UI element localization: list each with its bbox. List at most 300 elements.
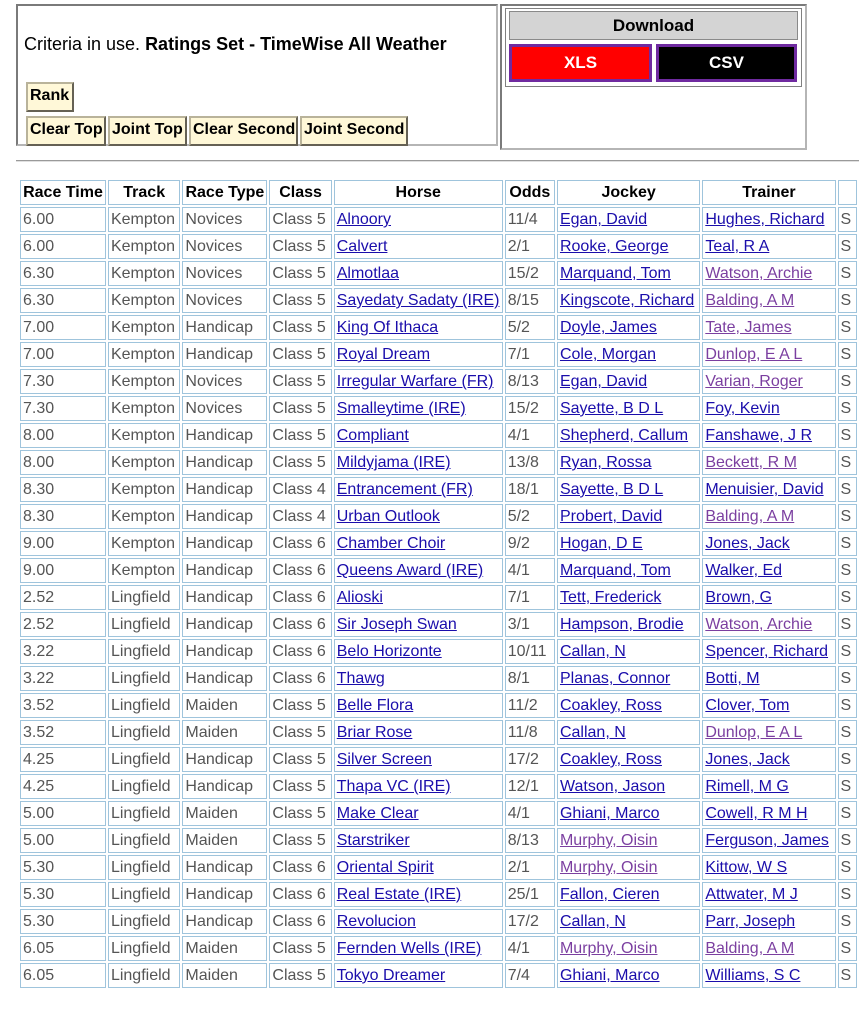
- track-cell: Kempton: [108, 207, 180, 232]
- horizontal-divider: [16, 160, 859, 162]
- jockey-link[interactable]: Callan, N: [559, 913, 626, 930]
- track-cell: Kempton: [108, 450, 180, 475]
- jockey-link[interactable]: Callan, N: [559, 643, 626, 660]
- horse-cell: [334, 315, 503, 340]
- race-type-cell: Maiden: [182, 963, 267, 988]
- trainer-cell: [702, 423, 835, 448]
- table-row: [20, 855, 857, 880]
- jockey-link[interactable]: Shepherd, Callum: [559, 427, 689, 444]
- truncated-cell: S: [838, 585, 857, 610]
- jockey-link[interactable]: Cole, Morgan: [559, 346, 657, 363]
- race-time-cell: 5.00: [20, 801, 106, 826]
- jockey-link[interactable]: Rooke, George: [559, 238, 669, 255]
- jockey-cell: [557, 720, 700, 745]
- truncated-cell: S: [838, 693, 857, 718]
- track-cell: Lingfield: [108, 666, 180, 691]
- trainer-link[interactable]: Brown, G: [705, 589, 772, 606]
- jockey-cell: [557, 882, 700, 907]
- class-cell: Class 5: [269, 315, 331, 340]
- horse-cell: [334, 261, 503, 286]
- jockey-link[interactable]: Probert, David: [559, 508, 663, 525]
- horse-link[interactable]: King Of Ithaca: [336, 319, 439, 336]
- track-cell: Lingfield: [108, 936, 180, 961]
- trainer-link[interactable]: Balding, A M: [705, 508, 795, 525]
- horse-cell: [334, 828, 503, 853]
- race-type-cell: Handicap: [182, 774, 267, 799]
- joint-second-button[interactable]: Joint Second: [300, 116, 408, 146]
- race-time-cell: 5.30: [20, 909, 106, 934]
- clear-second-button[interactable]: Clear Second: [189, 116, 298, 146]
- odds-cell: 13/8: [505, 450, 555, 475]
- race-time-cell: 8.00: [20, 423, 106, 448]
- trainer-link[interactable]: Williams, S C: [705, 967, 801, 984]
- criteria-prefix: Criteria in use.: [24, 34, 141, 54]
- trainer-link[interactable]: Tate, James: [705, 319, 792, 336]
- trainer-link[interactable]: Dunlop, E A L: [705, 346, 803, 363]
- horse-link[interactable]: Chamber Choir: [336, 535, 446, 552]
- trainer-link[interactable]: Botti, M: [705, 670, 760, 687]
- odds-cell: 17/2: [505, 747, 555, 772]
- jockey-cell: [557, 693, 700, 718]
- track-cell: Lingfield: [108, 747, 180, 772]
- horse-link[interactable]: Alnoory: [336, 211, 391, 228]
- table-row: [20, 315, 857, 340]
- jockey-link[interactable]: Callan, N: [559, 724, 626, 741]
- horse-link[interactable]: Royal Dream: [336, 346, 431, 363]
- trainer-cell: [702, 504, 835, 529]
- odds-cell: 2/1: [505, 855, 555, 880]
- horse-cell: [334, 369, 503, 394]
- trainer-link[interactable]: Hughes, Richard: [705, 211, 825, 228]
- horse-link[interactable]: Belo Horizonte: [336, 643, 442, 660]
- race-type-cell: Maiden: [182, 801, 267, 826]
- race-type-cell: Novices: [182, 207, 267, 232]
- race-time-cell: 4.25: [20, 747, 106, 772]
- trainer-link[interactable]: Rimell, M G: [705, 778, 789, 795]
- race-results-table: [18, 178, 859, 990]
- horse-cell: [334, 720, 503, 745]
- trainer-cell: [702, 936, 835, 961]
- horse-link[interactable]: Fernden Wells (IRE): [336, 940, 482, 957]
- truncated-cell: S: [838, 666, 857, 691]
- horse-cell: [334, 666, 503, 691]
- race-time-cell: 3.22: [20, 639, 106, 664]
- jockey-cell: [557, 558, 700, 583]
- odds-cell: 8/1: [505, 666, 555, 691]
- odds-cell: 5/2: [505, 315, 555, 340]
- table-row: [20, 639, 857, 664]
- trainer-link[interactable]: Attwater, M J: [705, 886, 798, 903]
- track-cell: Lingfield: [108, 855, 180, 880]
- odds-cell: 4/1: [505, 423, 555, 448]
- race-type-cell: Handicap: [182, 558, 267, 583]
- race-time-cell: 7.00: [20, 315, 106, 340]
- truncated-cell: S: [838, 423, 857, 448]
- rank-button[interactable]: Rank: [26, 82, 74, 112]
- odds-cell: 4/1: [505, 558, 555, 583]
- class-cell: Class 6: [269, 558, 331, 583]
- track-cell: Lingfield: [108, 801, 180, 826]
- trainer-link[interactable]: Jones, Jack: [705, 751, 790, 768]
- race-time-cell: 3.22: [20, 666, 106, 691]
- jockey-cell: [557, 342, 700, 367]
- odds-cell: 3/1: [505, 612, 555, 637]
- race-time-cell: 8.00: [20, 450, 106, 475]
- truncated-cell: S: [838, 963, 857, 988]
- horse-link[interactable]: Briar Rose: [336, 724, 413, 741]
- track-cell: Lingfield: [108, 828, 180, 853]
- horse-cell: [334, 612, 503, 637]
- race-type-cell: Maiden: [182, 720, 267, 745]
- trainer-link[interactable]: Kittow, W S: [705, 859, 788, 876]
- column-header: Trainer: [702, 180, 835, 205]
- truncated-cell: S: [838, 747, 857, 772]
- trainer-cell: [702, 909, 835, 934]
- race-type-cell: Handicap: [182, 612, 267, 637]
- trainer-cell: [702, 747, 835, 772]
- truncated-cell: S: [838, 288, 857, 313]
- jockey-cell: [557, 855, 700, 880]
- odds-cell: 17/2: [505, 909, 555, 934]
- trainer-cell: [702, 396, 835, 421]
- csv-download-button[interactable]: CSV: [656, 44, 797, 82]
- horse-link[interactable]: Almotlaa: [336, 265, 399, 282]
- trainer-link[interactable]: Clover, Tom: [705, 697, 790, 714]
- trainer-link[interactable]: Parr, Joseph: [705, 913, 796, 930]
- horse-link[interactable]: Oriental Spirit: [336, 859, 434, 876]
- jockey-cell: [557, 369, 700, 394]
- table-row: [20, 261, 857, 286]
- class-cell: Class 4: [269, 504, 331, 529]
- table-row: [20, 693, 857, 718]
- trainer-cell: [702, 531, 835, 556]
- jockey-link[interactable]: Marquand, Tom: [559, 265, 671, 282]
- race-type-cell: Handicap: [182, 423, 267, 448]
- race-type-cell: Handicap: [182, 882, 267, 907]
- race-time-cell: 5.30: [20, 882, 106, 907]
- class-cell: Class 5: [269, 801, 331, 826]
- jockey-link[interactable]: Egan, David: [559, 373, 648, 390]
- class-cell: Class 5: [269, 936, 331, 961]
- horse-link[interactable]: Entrancement (FR): [336, 481, 473, 498]
- class-cell: Class 5: [269, 288, 331, 313]
- truncated-cell: S: [838, 801, 857, 826]
- race-type-cell: Handicap: [182, 450, 267, 475]
- class-cell: Class 6: [269, 666, 331, 691]
- horse-cell: [334, 396, 503, 421]
- ratings-set-label: Ratings Set - TimeWise All Weather: [145, 34, 447, 54]
- jockey-link[interactable]: Ghiani, Marco: [559, 967, 660, 984]
- joint-top-button[interactable]: Joint Top: [108, 116, 187, 146]
- race-time-cell: 6.30: [20, 261, 106, 286]
- race-time-cell: 4.25: [20, 774, 106, 799]
- trainer-link[interactable]: Teal, R A: [705, 238, 770, 255]
- trainer-link[interactable]: Fanshawe, J R: [705, 427, 813, 444]
- trainer-link[interactable]: Cowell, R M H: [705, 805, 808, 822]
- race-time-cell: 7.30: [20, 396, 106, 421]
- class-cell: Class 5: [269, 450, 331, 475]
- horse-link[interactable]: Thawg: [336, 670, 385, 687]
- truncated-cell: S: [838, 531, 857, 556]
- trainer-cell: [702, 477, 835, 502]
- horse-link[interactable]: Make Clear: [336, 805, 419, 822]
- race-type-cell: Novices: [182, 369, 267, 394]
- horse-link[interactable]: Tokyo Dreamer: [336, 967, 446, 984]
- xls-download-button[interactable]: XLS: [509, 44, 652, 82]
- race-time-cell: 6.00: [20, 234, 106, 259]
- trainer-link[interactable]: Beckett, R M: [705, 454, 797, 471]
- jockey-link[interactable]: Fallon, Cieren: [559, 886, 660, 903]
- jockey-link[interactable]: Planas, Connor: [559, 670, 671, 687]
- jockey-cell: [557, 909, 700, 934]
- truncated-cell: S: [838, 828, 857, 853]
- trainer-link[interactable]: Balding, A M: [705, 940, 795, 957]
- trainer-link[interactable]: Jones, Jack: [705, 535, 790, 552]
- race-time-cell: 8.30: [20, 477, 106, 502]
- jockey-cell: [557, 963, 700, 988]
- trainer-link[interactable]: Ferguson, James: [705, 832, 829, 849]
- race-time-cell: 6.30: [20, 288, 106, 313]
- jockey-cell: [557, 315, 700, 340]
- horse-link[interactable]: Irregular Warfare (FR): [336, 373, 494, 390]
- truncated-cell: S: [838, 558, 857, 583]
- horse-link[interactable]: Revolucion: [336, 913, 416, 930]
- table-row: [20, 774, 857, 799]
- table-row: [20, 585, 857, 610]
- criteria-text: [24, 34, 447, 55]
- jockey-link[interactable]: Sayette, B D L: [559, 400, 664, 417]
- horse-link[interactable]: Real Estate (IRE): [336, 886, 462, 903]
- horse-link[interactable]: Alioski: [336, 589, 383, 606]
- race-type-cell: Handicap: [182, 666, 267, 691]
- race-type-cell: Handicap: [182, 747, 267, 772]
- jockey-cell: [557, 639, 700, 664]
- trainer-link[interactable]: Watson, Archie: [705, 616, 813, 633]
- race-time-cell: 2.52: [20, 612, 106, 637]
- class-cell: Class 5: [269, 369, 331, 394]
- race-time-cell: 7.30: [20, 369, 106, 394]
- odds-cell: 11/2: [505, 693, 555, 718]
- horse-cell: [334, 801, 503, 826]
- trainer-cell: [702, 828, 835, 853]
- class-cell: Class 5: [269, 423, 331, 448]
- trainer-cell: [702, 288, 835, 313]
- track-cell: Lingfield: [108, 909, 180, 934]
- column-header: Track: [108, 180, 180, 205]
- trainer-cell: [702, 342, 835, 367]
- jockey-link[interactable]: Watson, Jason: [559, 778, 666, 795]
- jockey-link[interactable]: Murphy, Oisin: [559, 940, 658, 957]
- race-time-cell: 2.52: [20, 585, 106, 610]
- jockey-cell: [557, 288, 700, 313]
- trainer-link[interactable]: Menuisier, David: [705, 481, 824, 498]
- horse-link[interactable]: Thapa VC (IRE): [336, 778, 451, 795]
- jockey-link[interactable]: Marquand, Tom: [559, 562, 671, 579]
- race-type-cell: Handicap: [182, 531, 267, 556]
- class-cell: Class 5: [269, 774, 331, 799]
- track-cell: Kempton: [108, 531, 180, 556]
- truncated-cell: S: [838, 936, 857, 961]
- jockey-cell: [557, 396, 700, 421]
- trainer-cell: [702, 963, 835, 988]
- track-cell: Lingfield: [108, 720, 180, 745]
- column-header: Horse: [334, 180, 503, 205]
- class-cell: Class 6: [269, 612, 331, 637]
- horse-link[interactable]: Queens Award (IRE): [336, 562, 484, 579]
- trainer-cell: [702, 315, 835, 340]
- class-cell: Class 5: [269, 747, 331, 772]
- horse-cell: [334, 882, 503, 907]
- jockey-link[interactable]: Ghiani, Marco: [559, 805, 660, 822]
- race-type-cell: Handicap: [182, 639, 267, 664]
- truncated-cell: S: [838, 909, 857, 934]
- odds-cell: 8/13: [505, 369, 555, 394]
- table-row: [20, 531, 857, 556]
- class-cell: Class 4: [269, 477, 331, 502]
- odds-cell: 25/1: [505, 882, 555, 907]
- truncated-cell: S: [838, 234, 857, 259]
- odds-cell: 11/8: [505, 720, 555, 745]
- odds-cell: 5/2: [505, 504, 555, 529]
- horse-link[interactable]: Starstriker: [336, 832, 410, 849]
- odds-cell: 10/11: [505, 639, 555, 664]
- race-type-cell: Handicap: [182, 855, 267, 880]
- jockey-cell: [557, 801, 700, 826]
- column-header: Jockey: [557, 180, 700, 205]
- jockey-link[interactable]: Tett, Frederick: [559, 589, 662, 606]
- jockey-cell: [557, 234, 700, 259]
- column-header: [838, 180, 857, 205]
- horse-cell: [334, 963, 503, 988]
- race-type-cell: Handicap: [182, 585, 267, 610]
- odds-cell: 12/1: [505, 774, 555, 799]
- clear-top-button[interactable]: Clear Top: [26, 116, 106, 146]
- horse-cell: [334, 585, 503, 610]
- race-time-cell: 5.30: [20, 855, 106, 880]
- track-cell: Lingfield: [108, 963, 180, 988]
- jockey-cell: [557, 261, 700, 286]
- jockey-link[interactable]: Hogan, D E: [559, 535, 643, 552]
- track-cell: Lingfield: [108, 639, 180, 664]
- odds-cell: 15/2: [505, 261, 555, 286]
- truncated-cell: S: [838, 639, 857, 664]
- jockey-link[interactable]: Coakley, Ross: [559, 751, 662, 768]
- horse-link[interactable]: Sayedaty Sadaty (IRE): [336, 292, 500, 309]
- track-cell: Kempton: [108, 558, 180, 583]
- horse-cell: [334, 531, 503, 556]
- trainer-link[interactable]: Balding, A M: [705, 292, 795, 309]
- jockey-link[interactable]: Coakley, Ross: [559, 697, 662, 714]
- download-inner-panel: [505, 8, 802, 87]
- trainer-cell: [702, 720, 835, 745]
- trainer-link[interactable]: Dunlop, E A L: [705, 724, 803, 741]
- horse-link[interactable]: Mildyjama (IRE): [336, 454, 451, 471]
- table-row: [20, 801, 857, 826]
- jockey-link[interactable]: Hampson, Brodie: [559, 616, 684, 633]
- horse-cell: [334, 504, 503, 529]
- race-type-cell: Handicap: [182, 504, 267, 529]
- track-cell: Lingfield: [108, 612, 180, 637]
- race-time-cell: 6.05: [20, 963, 106, 988]
- jockey-cell: [557, 531, 700, 556]
- horse-cell: [334, 423, 503, 448]
- trainer-cell: [702, 639, 835, 664]
- horse-link[interactable]: Calvert: [336, 238, 388, 255]
- jockey-link[interactable]: Murphy, Oisin: [559, 832, 658, 849]
- truncated-cell: S: [838, 855, 857, 880]
- horse-link[interactable]: Belle Flora: [336, 697, 414, 714]
- jockey-link[interactable]: Egan, David: [559, 211, 648, 228]
- jockey-cell: [557, 936, 700, 961]
- trainer-cell: [702, 234, 835, 259]
- table-header-row: [20, 180, 857, 205]
- table-row: [20, 828, 857, 853]
- class-cell: Class 5: [269, 261, 331, 286]
- race-type-cell: Novices: [182, 261, 267, 286]
- trainer-link[interactable]: Spencer, Richard: [705, 643, 829, 660]
- track-cell: Lingfield: [108, 882, 180, 907]
- odds-cell: 7/1: [505, 342, 555, 367]
- track-cell: Kempton: [108, 369, 180, 394]
- truncated-cell: S: [838, 882, 857, 907]
- trainer-link[interactable]: Varian, Roger: [705, 373, 803, 390]
- jockey-cell: [557, 585, 700, 610]
- truncated-cell: S: [838, 315, 857, 340]
- horse-cell: [334, 558, 503, 583]
- class-cell: Class 5: [269, 234, 331, 259]
- horse-link[interactable]: Urban Outlook: [336, 508, 440, 525]
- table-row: [20, 504, 857, 529]
- race-type-cell: Maiden: [182, 828, 267, 853]
- odds-cell: 9/2: [505, 531, 555, 556]
- race-time-cell: 9.00: [20, 558, 106, 583]
- horse-cell: [334, 936, 503, 961]
- trainer-cell: [702, 450, 835, 475]
- jockey-link[interactable]: Doyle, James: [559, 319, 657, 336]
- truncated-cell: S: [838, 477, 857, 502]
- criteria-panel: [16, 4, 498, 146]
- jockey-cell: [557, 612, 700, 637]
- truncated-cell: S: [838, 504, 857, 529]
- jockey-link[interactable]: Ryan, Rossa: [559, 454, 652, 471]
- table-row: [20, 423, 857, 448]
- horse-link[interactable]: Compliant: [336, 427, 409, 444]
- trainer-link[interactable]: Foy, Kevin: [705, 400, 780, 417]
- jockey-cell: [557, 207, 700, 232]
- jockey-link[interactable]: Kingscote, Richard: [559, 292, 695, 309]
- horse-cell: [334, 747, 503, 772]
- trainer-link[interactable]: Watson, Archie: [705, 265, 813, 282]
- trainer-cell: [702, 882, 835, 907]
- truncated-cell: S: [838, 450, 857, 475]
- jockey-link[interactable]: Murphy, Oisin: [559, 859, 658, 876]
- horse-link[interactable]: Sir Joseph Swan: [336, 616, 457, 633]
- trainer-link[interactable]: Walker, Ed: [705, 562, 783, 579]
- horse-link[interactable]: Smalleytime (IRE): [336, 400, 466, 417]
- horse-cell: [334, 207, 503, 232]
- jockey-link[interactable]: Sayette, B D L: [559, 481, 664, 498]
- odds-cell: 7/4: [505, 963, 555, 988]
- jockey-cell: [557, 774, 700, 799]
- horse-link[interactable]: Silver Screen: [336, 751, 432, 768]
- track-cell: Kempton: [108, 234, 180, 259]
- odds-cell: 7/1: [505, 585, 555, 610]
- race-time-cell: 3.52: [20, 720, 106, 745]
- race-time-cell: 6.05: [20, 936, 106, 961]
- table-body: [20, 207, 857, 988]
- table-row: [20, 450, 857, 475]
- trainer-cell: [702, 369, 835, 394]
